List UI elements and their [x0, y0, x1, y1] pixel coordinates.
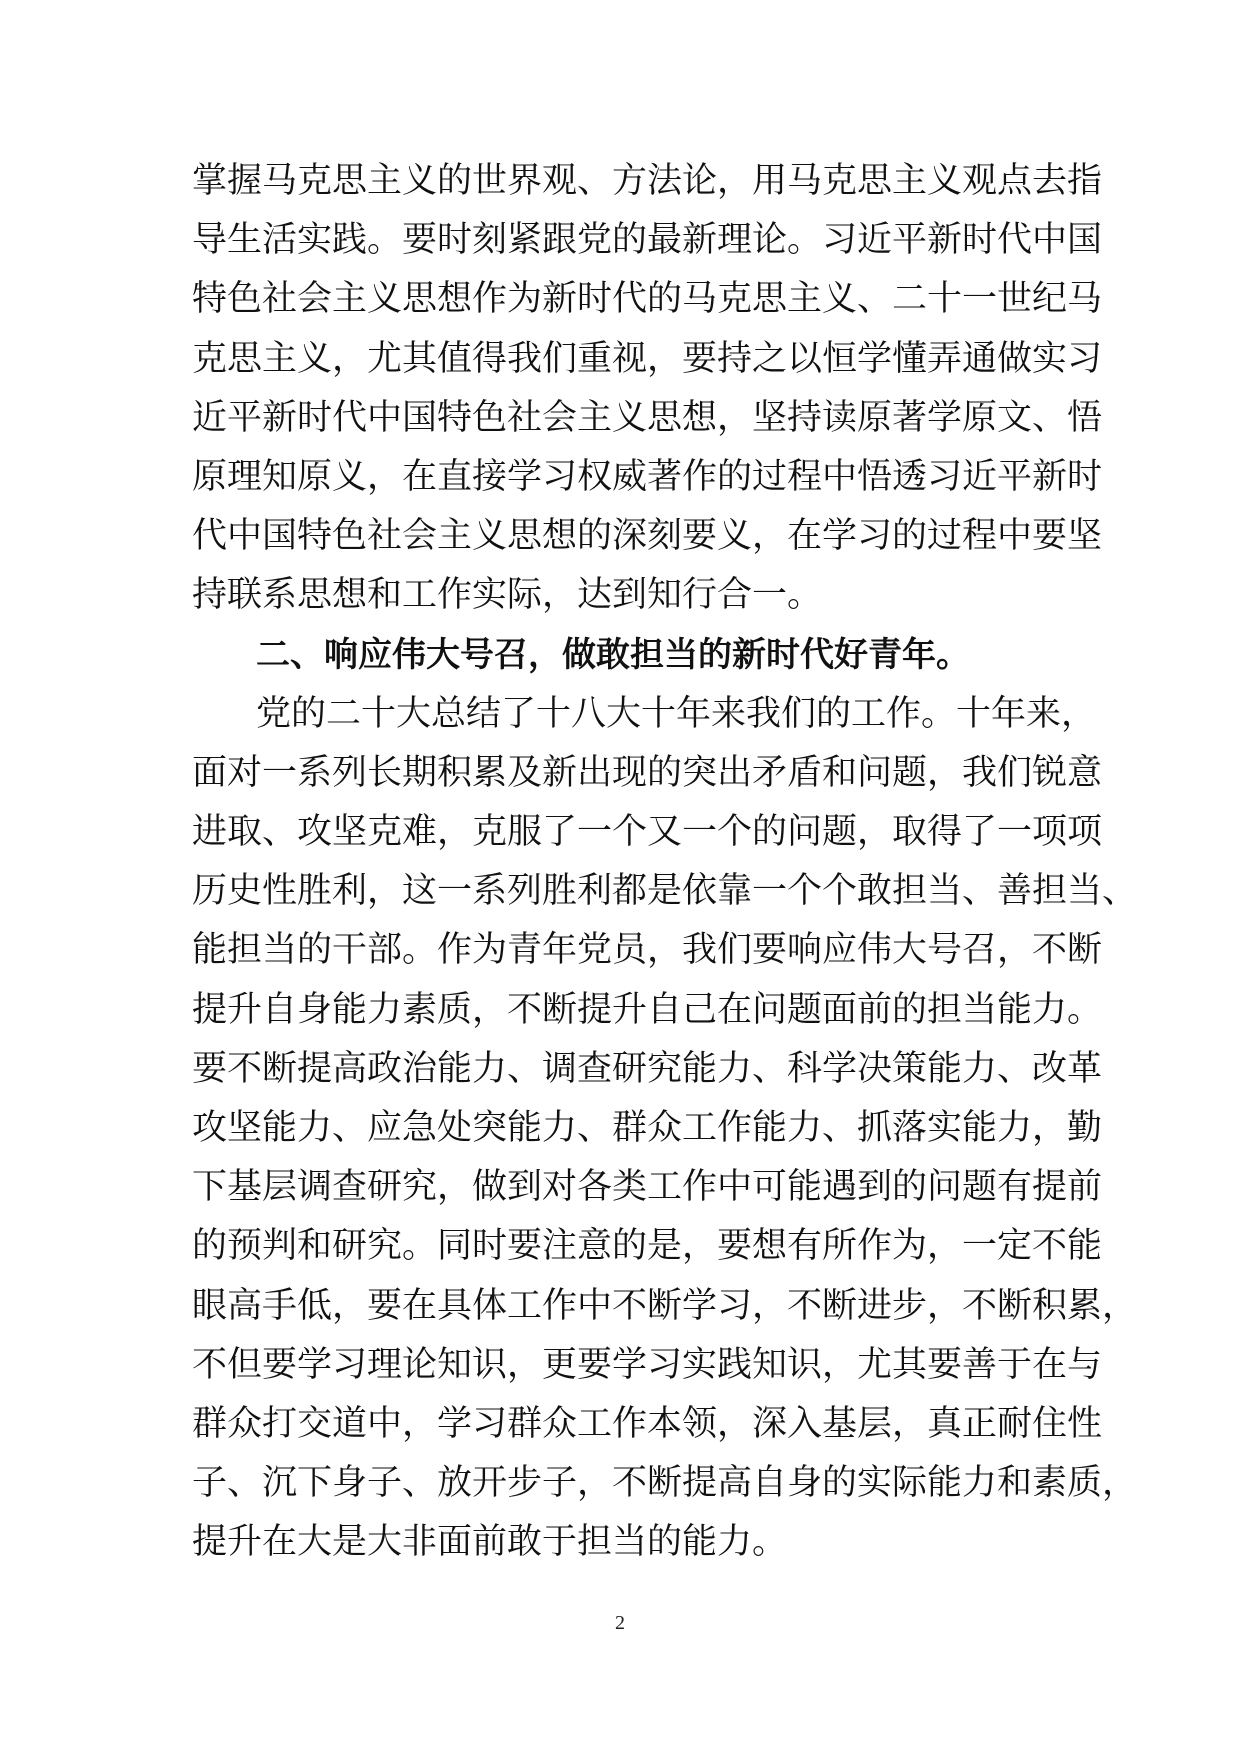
body-line: 近平新时代中国特色社会主义思想，坚持读原著学原文、悟	[192, 397, 1103, 438]
body-line: 党的二十大总结了十八大十年来我们的工作。十年来，	[256, 693, 1097, 734]
body-line: 子、沉下身子、放开步子，不断提高自身的实际能力和素质，	[192, 1463, 1138, 1504]
section-heading: 二、响应伟大号召，做敢担当的新时代好青年。	[256, 634, 970, 675]
body-line: 历史性胜利，这一系列胜利都是依靠一个个敢担当、善担当、	[192, 871, 1138, 912]
body-line: 特色社会主义思想作为新时代的马克思主义、二十一世纪马	[192, 279, 1103, 320]
body-line: 进取、攻坚克难，克服了一个又一个的问题，取得了一项项	[192, 812, 1103, 853]
body-line: 提升在大是大非面前敢于担当的能力。	[192, 1522, 788, 1563]
body-line: 要不断提高政治能力、调查研究能力、科学决策能力、改革	[192, 1048, 1103, 1089]
body-line: 的预判和研究。同时要注意的是，要想有所作为，一定不能	[192, 1226, 1103, 1267]
document-body	[192, 152, 1138, 1573]
body-line: 攻坚能力、应急处突能力、群众工作能力、抓落实能力，勤	[192, 1108, 1103, 1148]
body-line: 原理知原义，在直接学习权威著作的过程中悟透习近平新时	[192, 456, 1103, 497]
body-line: 掌握马克思主义的世界观、方法论，用马克思主义观点去指	[192, 161, 1103, 201]
body-line: 克思主义，尤其值得我们重视，要持之以恒学懂弄通做实习	[192, 338, 1103, 379]
body-line: 群众打交道中，学习群众工作本领，深入基层，真正耐住性	[192, 1403, 1103, 1444]
body-line: 代中国特色社会主义思想的深刻要义，在学习的过程中要坚	[192, 516, 1103, 557]
body-line: 眼高手低，要在具体工作中不断学习，不断进步，不断积累，	[192, 1285, 1138, 1326]
body-line: 持联系思想和工作实际，达到知行合一。	[192, 575, 823, 616]
body-line: 不但要学习理论知识，更要学习实践知识，尤其要善于在与	[192, 1344, 1103, 1385]
body-line: 能担当的干部。作为青年党员，我们要响应伟大号召，不断	[192, 930, 1103, 971]
body-line: 下基层调查研究，做到对各类工作中可能遇到的问题有提前	[192, 1167, 1103, 1208]
body-line: 导生活实践。要时刻紧跟党的最新理论。习近平新时代中国	[192, 220, 1103, 261]
page-number: 2	[615, 1612, 625, 1634]
body-line: 面对一系列长期积累及新出现的突出矛盾和问题，我们锐意	[192, 752, 1103, 793]
body-line: 提升自身能力素质，不断提升自己在问题面前的担当能力。	[192, 989, 1103, 1030]
